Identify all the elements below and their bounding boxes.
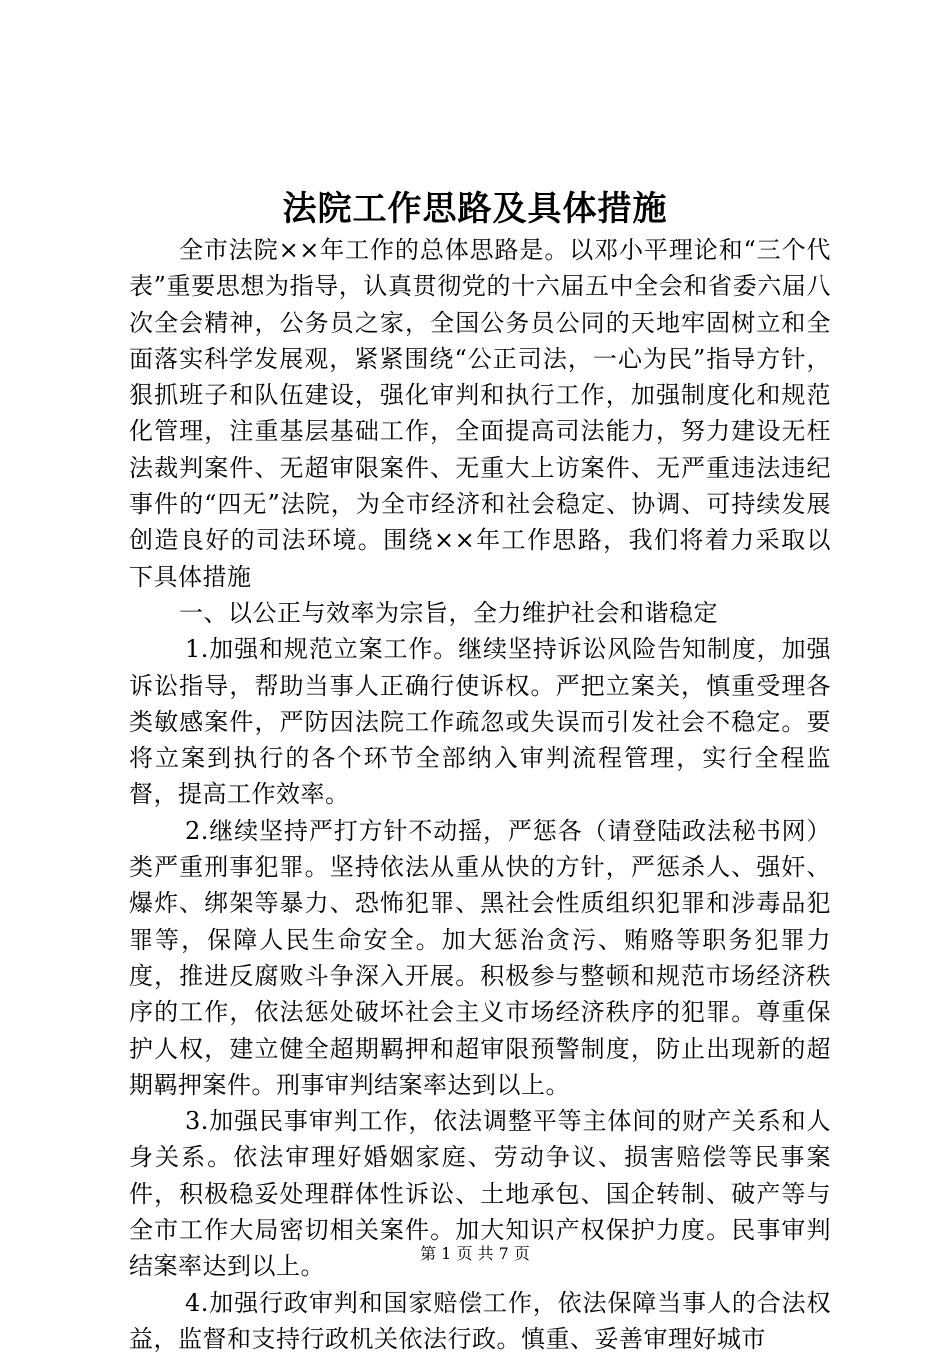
document-body <box>129 232 831 1357</box>
item-paragraph-2: 2.继续坚持严打方针不动摇，严惩各（请登陆政法秘书网）类严重刑事犯罪。坚持依法从重从快的方针，严惩杀人、强奸、爆炸、绑架等暴力、恐怖犯罪、黑社会性质组织犯罪和涉毒品犯罪等，保障人民生命安全。加大惩治贪污、贿赂等职务犯罪力度，推进反腐败斗争深入开展。积极参与整顿和规范市场经济秩序的工作，依法惩处破坏社会主义市场经济秩序的犯罪。尊重保护人权，建立健全超期羁押和超审限预警制度，防止出现新的超期羁押案件。刑事审判结案率达到以上。 <box>129 816 831 1099</box>
document-title: 法院工作思路及具体措施 <box>282 189 668 229</box>
section-heading-1: 一、以公正与效率为宗旨，全力维护社会和谐稳定 <box>179 598 718 627</box>
item-paragraph-4: 4.加强行政审判和国家赔偿工作，依法保障当事人的合法权益，监督和支持行政机关依法行政。慎重、妥善审理好城市 <box>129 1288 831 1353</box>
intro-paragraph: 全市法院××年工作的总体思路是。以邓小平理论和“三个代表”重要思想为指导，认真贯彻党的十六届五中全会和省委六届八次全会精神，公务员之家，全国公务员公同的天地牢固树立和全面落实科学发展观，紧紧围绕“公正司法，一心为民”指导方针，狠抓班子和队伍建设，强化审判和执行工作，加强制度化和规范化管理，注重基层基础工作，全面提高司法能力，努力建设无枉法裁判案件、无超审限案件、无重大上访案件、无严重违法违纪事件的“四无”法院，为全市经济和社会稳定、协调、可持续发展创造良好的司法环境。围绕××年工作思路，我们将着力采取以下具体措施 <box>129 236 831 591</box>
item-paragraph-1: 1.加强和规范立案工作。继续坚持诉讼风险告知制度，加强诉讼指导，帮助当事人正确行使诉权。严把立案关，慎重受理各类敏感案件，严防因法院工作疏忽或失误而引发社会不稳定。要将立案到执行的各个环节全部纳入审判流程管理，实行全程监督，提高工作效率。 <box>129 635 831 809</box>
item-paragraph-3: 3.加强民事审判工作，依法调整平等主体间的财产关系和人身关系。依法审理好婚姻家庭、劳动争议、损害赔偿等民事案件，积极稳妥处理群体性诉讼、土地承包、国企转制、破产等与全市工作大局密切相关案件。加大知识产权保护力度。民事审判结案率达到以上。 <box>129 1107 831 1281</box>
page-footer: 第 1 页 共 7 页 <box>420 1244 530 1263</box>
